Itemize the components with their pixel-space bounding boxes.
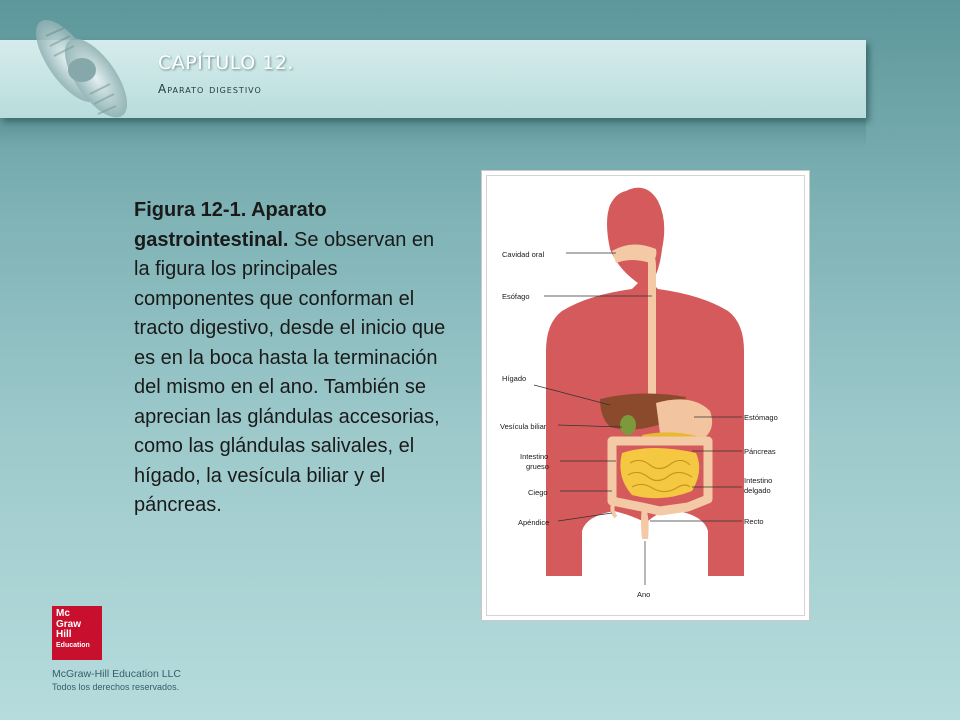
caption-text: Se observan en la figura los principales componentes que conforman el tracto digestivo, desde el inicio que es en la boca hasta la terminación del mismo en el ano. También se aprecian las glándulas accesorias, como las glándulas salivales, el hígado, la vesícula biliar y el páncreas. — [134, 228, 446, 516]
logo-line-2: Graw — [56, 618, 82, 630]
digestive-system-illustration — [482, 171, 809, 620]
caption-title: Figura 12-1. Aparato gastrointestinal. — [134, 199, 327, 251]
gallbladder — [620, 415, 636, 435]
figure-caption — [134, 196, 454, 521]
logo-line-1: Mc — [56, 608, 70, 619]
figure-frame — [481, 170, 810, 621]
label-recto: Recto — [744, 517, 764, 526]
label-intestino-grueso-1: Intestino — [520, 452, 549, 461]
copyright-company: McGraw-Hill Education LLC — [52, 668, 181, 680]
mcgraw-hill-logo — [52, 606, 102, 660]
esophagus — [648, 251, 656, 403]
logo-line-3: Hill — [56, 629, 72, 640]
label-higado: Hígado — [502, 374, 527, 383]
label-estomago: Estómago — [744, 413, 778, 422]
label-cavidad-oral: Cavidad oral — [502, 250, 545, 259]
copyright-rights: Todos los derechos reservados. — [52, 682, 180, 692]
chapter-subtitle: Aparato digestivo — [158, 82, 262, 96]
chapter-title: CAPÍTULO 12. — [158, 52, 294, 74]
dna-chromosome-icon — [16, 6, 146, 136]
label-ano: Ano — [637, 590, 651, 599]
label-esofago: Esófago — [502, 292, 530, 301]
label-ciego: Ciego — [528, 488, 548, 497]
logo-line-4: Education — [56, 641, 90, 649]
label-intestino-delgado-2: delgado — [744, 486, 771, 495]
label-pancreas: Páncreas — [744, 447, 776, 456]
label-apendice: Apéndice — [518, 518, 550, 527]
label-intestino-grueso-2: grueso — [526, 462, 549, 471]
label-intestino-delgado-1: Intestino — [744, 476, 773, 485]
label-vesicula-biliar: Vesícula biliar — [500, 422, 547, 431]
